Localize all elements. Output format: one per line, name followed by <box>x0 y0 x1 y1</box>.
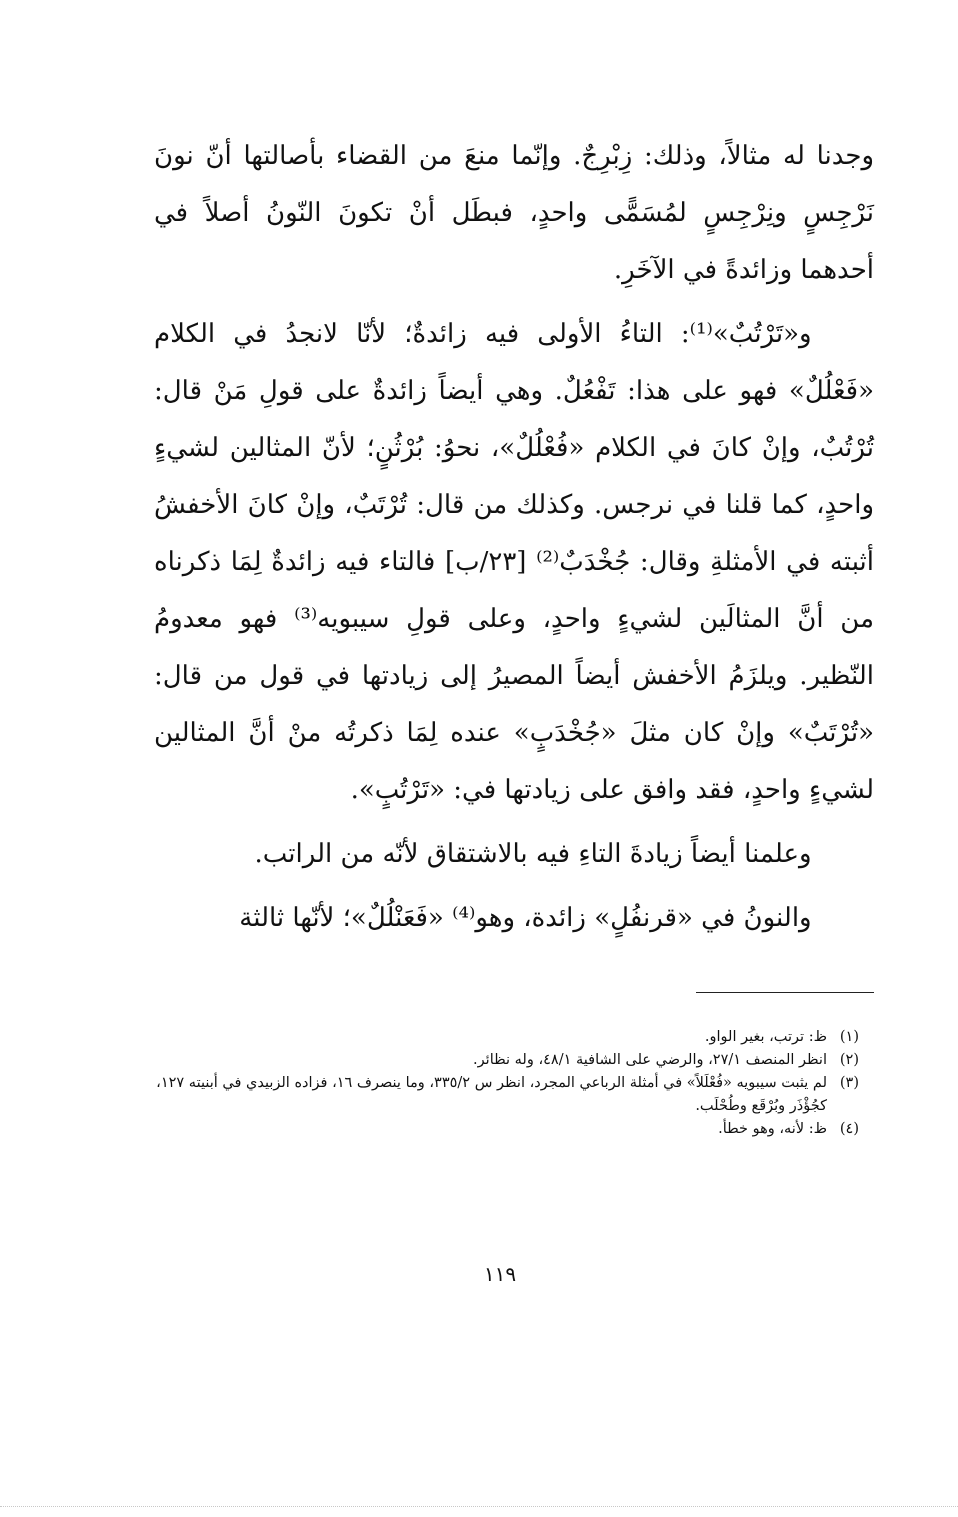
paragraph-3: وعلمنا أيضاً زيادةَ التاءِ فيه بالاشتقاق لأنّه من الراتب. <box>254 839 812 869</box>
page-number: ١١٩ <box>483 1262 517 1286</box>
footnote-number: (٣) <box>839 1075 859 1091</box>
footnote-text: لم يثبت سيبويه «فُعْلَلاً» في أمثلة الرباعي المجرد، انظر س ٣٣٥/٢، وما ينصرف ١٦، فزاده الزبيدي في أبنيته ١٢٧، كجُؤْذَر وبُرْقَع وطُحْلَب. <box>156 1075 827 1114</box>
footnote-3 <box>154 1072 859 1118</box>
paragraph-1: وجدنا له مثالاً، وذلك: زِبْرِجٌ. وإنّما منعَ من القضاء بأصالتها أنّ نونَ نَرْجِسٍ ونِرْجِسٍ لمُسَمًّى واحدٍ، فبطَل أنْ تكونَ النّونُ أصلاً في أحدهما وزائدةً في الآخَرِ. <box>154 141 874 285</box>
scan-edge-divider <box>0 1506 958 1507</box>
footnote-text: انظر المنصف ٢٧/١، والرضي على الشافية ٤٨/١، وله نظائر. <box>473 1052 827 1068</box>
footnote-text: ظ: لأنه، وهو خطأ. <box>718 1121 827 1137</box>
footnote-number: (٤) <box>839 1121 859 1137</box>
footnote-separator <box>696 992 874 993</box>
footnote-number: (٢) <box>839 1052 859 1068</box>
paragraph-2: و«تَرْتُبٌ»⁽¹⁾: التاءُ الأولى فيه زائدةٌ؛ لأنّا لانجدُ في الكلام «فَعْلُلٌ» فهو على هذا: تَفْعُلٌ. وهي أيضاً زائدةٌ على قولِ مَنْ قال: تُرْتُبٌ، وإنْ كانَ في الكلام «فُعْلُلٌ»، نحوُ: بُرْثُنٍ؛ لأنّ المثالين لشيءٍ واحدٍ، كما قلنا في نرجس. وكذلك من قال: تُرْتَبٌ، وإنْ كانَ الأخفشُ أثبته في الأمثلةِ وقال: جُخْدَبٌ⁽²⁾ [٢٣/ب] فالتاء فيه زائدةٌ لِمَا ذكرناه من أنَّ المثالَين لشيءٍ واحدٍ، وعلى قولِ سيبويه⁽³⁾ فهو معدومُ النّظير. ويلزَمُ الأخفش أيضاً المصيرُ إلى زيادتها في قول من قال: «تُرْتَبٌ» وإنْ كان مثلَ «جُخْدَبٍ» عنده لِمَا ذكرتُه منْ أنَّ المثالين لشيءٍ واحدٍ، فقد وافق على زيادتها في: «تَرْتُبٍ». <box>154 319 875 805</box>
footnotes <box>154 1026 859 1141</box>
paragraph-4: والنونُ في «قرنفُلٍ» زائدة، وهو⁽⁴⁾ «فَعَنْلُلٌ»؛ لأنّها ثالثة <box>239 903 812 933</box>
main-text <box>154 128 874 947</box>
footnote-number: (١) <box>839 1029 859 1045</box>
footnote-1 <box>154 1026 859 1049</box>
footnote-text: ظ: ترتب، بغير الواو. <box>704 1029 827 1045</box>
footnote-4 <box>154 1118 859 1141</box>
footnote-2 <box>154 1049 859 1072</box>
